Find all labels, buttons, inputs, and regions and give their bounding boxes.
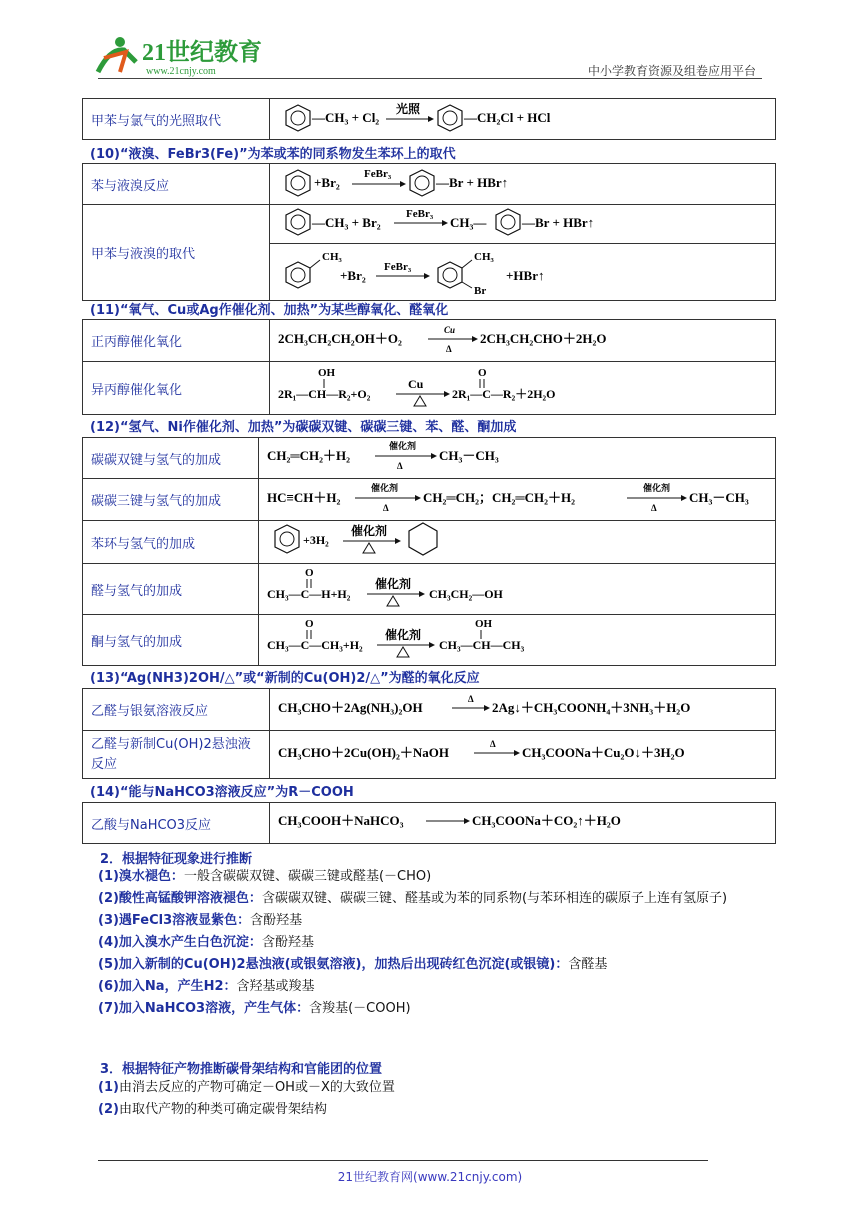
- list-item: (1)溴水褪色：一般含碳碳双键、碳碳三键或醛基(－CHO): [98, 869, 432, 884]
- row-label: 苯与液溴反应: [83, 164, 270, 205]
- section-3-title: 3．根据特征产物推断碳骨架结构和官能团的位置: [100, 1062, 383, 1077]
- svg-text:Cu: Cu: [444, 324, 456, 335]
- table-hydrogenation: [82, 437, 776, 666]
- svg-text:CH₂═CH₂＋H₂: CH₂═CH₂＋H₂: [267, 448, 351, 463]
- svg-text:—CH₂Cl + HCl: —CH₂Cl + HCl: [464, 110, 551, 125]
- svg-text:O: O: [305, 618, 314, 630]
- footer-divider: [98, 1160, 708, 1161]
- page-header: [90, 28, 780, 80]
- section-3-list: [98, 1077, 768, 1121]
- row-label: 异丙醇催化氧化: [83, 362, 270, 415]
- svg-text:+HBr↑: +HBr↑: [506, 268, 545, 283]
- row-equation-2: [270, 244, 776, 301]
- svg-text:Br: Br: [474, 285, 487, 296]
- row-equation: [270, 689, 776, 731]
- svg-text:O: O: [305, 567, 314, 579]
- svg-text:CH₃CHO＋2Cu(OH)₂＋NaOH: CH₃CHO＋2Cu(OH)₂＋NaOH: [278, 744, 450, 760]
- svg-text:CH₃—: CH₃—: [450, 215, 487, 230]
- row-equation: [270, 803, 776, 844]
- svg-text:Δ: Δ: [397, 461, 403, 471]
- svg-text:Δ: Δ: [490, 738, 496, 749]
- svg-text:FeBr₃: FeBr₃: [364, 168, 392, 180]
- svg-text:CH₃—C—CH₃+H₂: CH₃—C—CH₃+H₂: [267, 638, 363, 652]
- table-alcohol-oxidation: [82, 319, 776, 415]
- row-equation: [270, 731, 776, 779]
- row-label: 酮与氢气的加成: [83, 615, 259, 666]
- site-logo: [90, 28, 280, 80]
- svg-text:CH₃CH₂—OH: CH₃CH₂—OH: [429, 587, 503, 601]
- table-bromination: [82, 163, 776, 301]
- svg-text:CH₃COONa＋Cu₂O↓＋3H₂O: CH₃COONa＋Cu₂O↓＋3H₂O: [522, 744, 685, 760]
- svg-text:OH: OH: [475, 618, 493, 630]
- svg-text:CH₃: CH₃: [474, 251, 494, 263]
- svg-text:21世纪教育: 21世纪教育: [142, 40, 262, 66]
- table-acid-bicarbonate: [82, 802, 776, 844]
- row-label: 碳碳双键与氢气的加成: [83, 438, 259, 479]
- list-item: (7)加入NaHCO3溶液，产生气体：含羧基(－COOH): [98, 1001, 411, 1016]
- row-equation: [270, 320, 776, 362]
- table-toluene-cl: [82, 98, 776, 140]
- svg-text:+3H₂: +3H₂: [303, 533, 329, 547]
- row-label: 碳碳三键与氢气的加成: [83, 479, 259, 521]
- svg-text:催化剂: 催化剂: [385, 628, 422, 642]
- svg-text:Δ: Δ: [383, 502, 389, 513]
- svg-text:2CH₃CH₂CHO＋2H₂O: 2CH₃CH₂CHO＋2H₂O: [480, 330, 607, 346]
- svg-text:www.21cnjy.com: www.21cnjy.com: [146, 66, 216, 77]
- svg-text:CH₃—CH—CH₃: CH₃—CH—CH₃: [439, 638, 525, 652]
- table-aldehyde-oxidation: [82, 688, 776, 779]
- row-equation: [259, 564, 776, 615]
- row-label: 苯环与氢气的加成: [83, 521, 259, 564]
- svg-text:—Br + HBr↑: —Br + HBr↑: [436, 175, 509, 190]
- svg-text:+Br₂: +Br₂: [340, 268, 366, 283]
- section-10-title: (10)“液溴、FeBr3(Fe)”为苯或苯的同系物发生苯环上的取代: [90, 147, 456, 162]
- list-item: (3)遇FeCl3溶液显紫色：含酚羟基: [98, 913, 303, 928]
- row-equation: [259, 479, 776, 521]
- svg-text:催化剂: 催化剂: [643, 482, 671, 493]
- list-item: (1)由消去反应的产物可确定－OH或－X的大致位置: [98, 1080, 395, 1095]
- svg-text:CH₃－CH₃: CH₃－CH₃: [439, 448, 499, 463]
- svg-text:CH₃CHO＋2Ag(NH₃)₂OH: CH₃CHO＋2Ag(NH₃)₂OH: [278, 699, 423, 715]
- svg-text:2CH₃CH₂CH₂OH＋O₂: 2CH₃CH₂CH₂OH＋O₂: [278, 330, 402, 346]
- row-equation-1: [270, 205, 776, 244]
- section-13-title: (13)“Ag(NH3)2OH/△”或“新制的Cu(OH)2/△”为醛的氧化反应: [90, 671, 480, 686]
- section-14-title: (14)“能与NaHCO3溶液反应”为R－COOH: [90, 785, 354, 800]
- list-item: (6)加入Na，产生H2：含羟基或羧基: [98, 979, 315, 994]
- row-label: 甲苯与氯气的光照取代: [83, 99, 270, 140]
- row-label: 乙醛与新制Cu(OH)2悬浊液反应: [83, 731, 270, 779]
- svg-text:CH₃COONa＋CO₂↑＋H₂O: CH₃COONa＋CO₂↑＋H₂O: [472, 813, 621, 828]
- list-item: (2)酸性高锰酸钾溶液褪色：含碳碳双键、碳碳三键、醛基或为苯的同系物(与苯环相连的碳原子上连有氢原子): [98, 891, 728, 906]
- page-footer: 21世纪教育网(www.21cnjy.com): [337, 1170, 523, 1184]
- svg-text:催化剂: 催化剂: [375, 577, 412, 591]
- svg-text:—CH₃ + Cl₂: —CH₃ + Cl₂: [312, 110, 380, 125]
- svg-text:Δ: Δ: [468, 693, 474, 704]
- svg-text:Cu: Cu: [408, 377, 424, 391]
- row-equation: [259, 521, 776, 564]
- svg-text:—CH₃ + Br₂: —CH₃ + Br₂: [312, 215, 381, 230]
- svg-text:HC≡CH＋H₂: HC≡CH＋H₂: [267, 489, 341, 505]
- svg-text:CH₃－CH₃: CH₃－CH₃: [689, 489, 749, 505]
- svg-text:2Ag↓＋CH₃COONH₄＋3NH₃＋H₂O: 2Ag↓＋CH₃COONH₄＋3NH₃＋H₂O: [492, 699, 691, 715]
- row-equation: [270, 164, 776, 205]
- svg-text:OH: OH: [318, 367, 336, 379]
- row-label: 乙醛与银氨溶液反应: [83, 689, 270, 731]
- svg-text:O: O: [478, 367, 487, 379]
- row-label: 乙酸与NaHCO3反应: [83, 803, 270, 844]
- svg-text:Δ: Δ: [651, 502, 657, 513]
- section-2-title: 2．根据特征现象进行推断: [100, 852, 253, 867]
- row-equation: [270, 99, 776, 140]
- svg-text:2R₁—C—R₂＋2H₂O: 2R₁—C—R₂＋2H₂O: [452, 387, 556, 401]
- svg-text:—Br + HBr↑: —Br + HBr↑: [522, 215, 595, 230]
- row-equation: [259, 438, 776, 479]
- list-item: (5)加入新制的Cu(OH)2悬浊液(或银氨溶液)，加热后出现砖红色沉淀(或银镜)：含醛基: [98, 957, 608, 972]
- svg-text:FeBr₃: FeBr₃: [406, 208, 434, 220]
- row-label: 甲苯与液溴的取代: [83, 205, 270, 301]
- row-label: 正丙醇催化氧化: [83, 320, 270, 362]
- section-11-title: (11)“氧气、Cu或Ag作催化剂、加热”为某些醇氧化、醛氧化: [90, 303, 449, 318]
- svg-text:+Br₂: +Br₂: [314, 175, 340, 190]
- svg-text:催化剂: 催化剂: [351, 524, 388, 538]
- svg-text:光照: 光照: [396, 102, 421, 116]
- row-equation: [270, 362, 776, 415]
- section-2-list: [98, 866, 768, 1020]
- list-item: (4)加入溴水产生白色沉淀：含酚羟基: [98, 935, 314, 950]
- svg-text:CH₂═CH₂；CH₂═CH₂＋H₂: CH₂═CH₂；CH₂═CH₂＋H₂: [423, 489, 576, 505]
- svg-text:催化剂: 催化剂: [389, 441, 417, 451]
- header-divider: [98, 78, 762, 79]
- svg-text:2R₁—CH—R₂+O₂: 2R₁—CH—R₂+O₂: [278, 387, 371, 401]
- platform-name: 中小学教育资源及组卷应用平台: [587, 64, 756, 78]
- list-item: (2)由取代产物的种类可确定碳骨架结构: [98, 1102, 327, 1117]
- row-equation: [259, 615, 776, 666]
- svg-text:Δ: Δ: [446, 343, 452, 354]
- svg-text:催化剂: 催化剂: [371, 482, 399, 493]
- svg-text:CH₃—C—H+H₂: CH₃—C—H+H₂: [267, 587, 351, 601]
- svg-text:CH₃COOH＋NaHCO₃: CH₃COOH＋NaHCO₃: [278, 813, 404, 828]
- row-label: 醛与氢气的加成: [83, 564, 259, 615]
- svg-text:CH₃: CH₃: [322, 251, 342, 263]
- svg-text:FeBr₃: FeBr₃: [384, 261, 412, 273]
- section-12-title: (12)“氢气、Ni作催化剂、加热”为碳碳双键、碳碳三键、苯、醛、酮加成: [90, 420, 517, 435]
